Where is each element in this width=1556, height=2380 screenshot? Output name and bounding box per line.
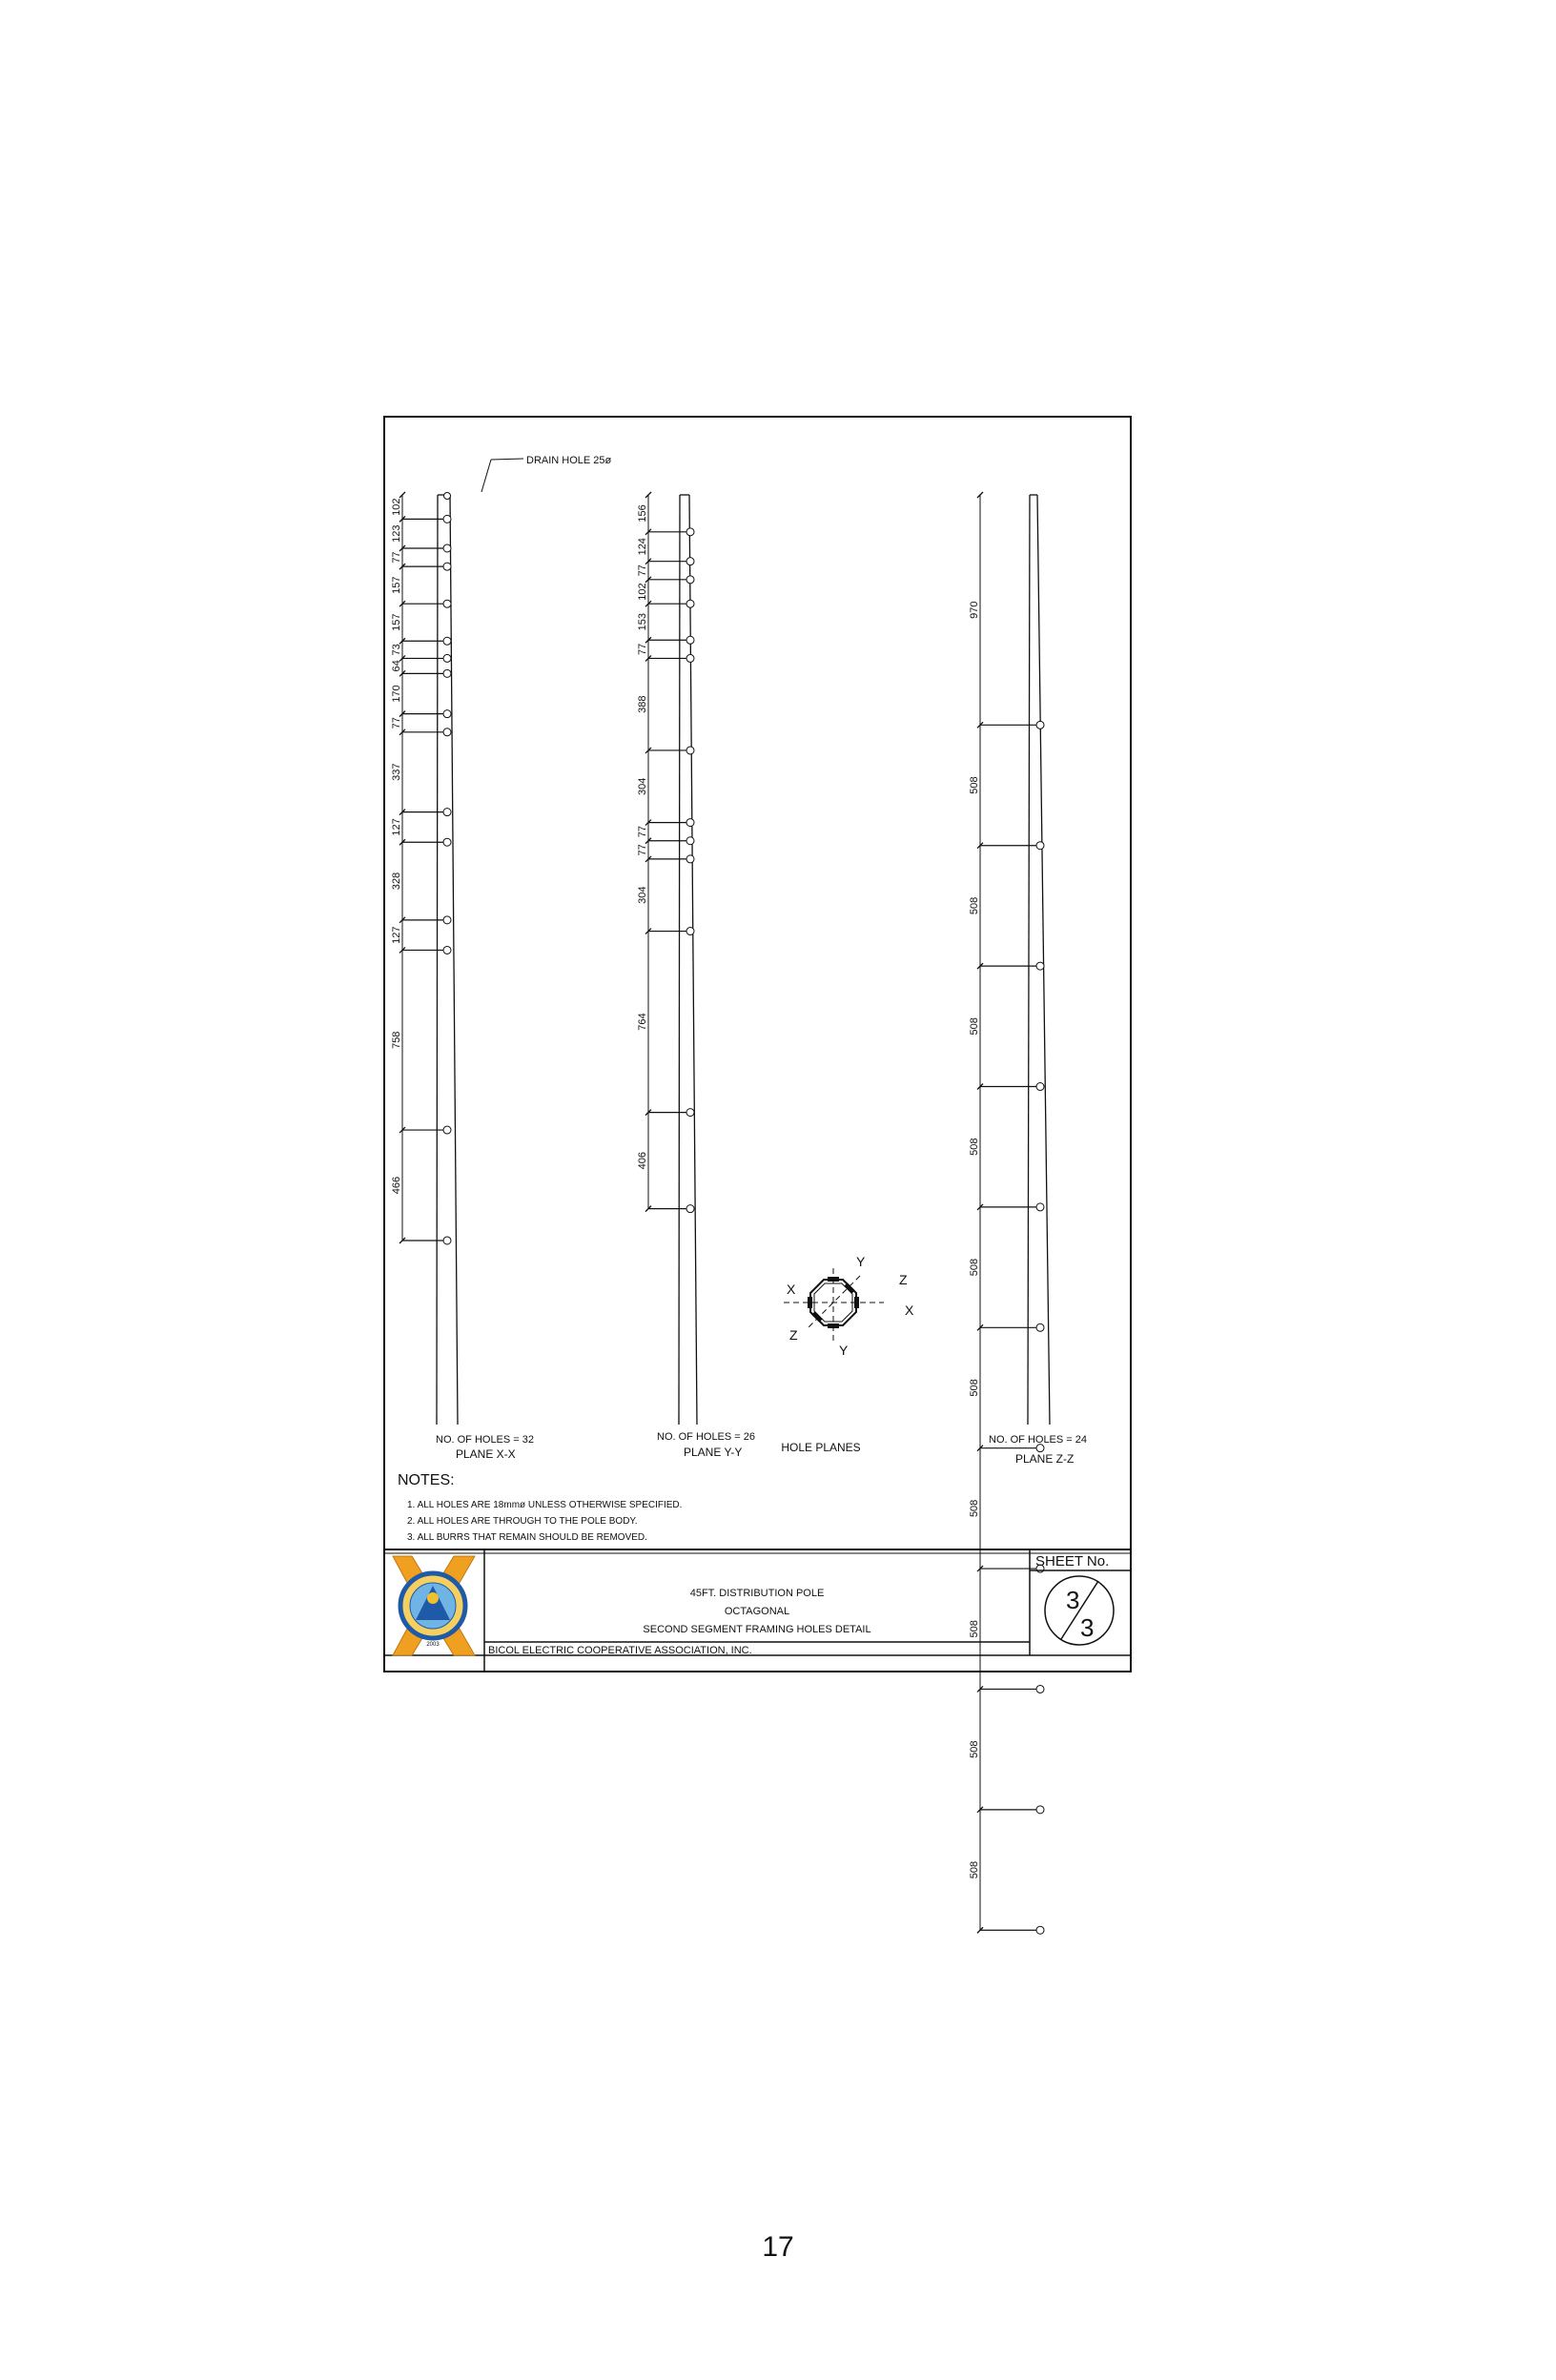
- pole-z-z-dimension-label: 508: [969, 1017, 980, 1036]
- pole-z-z-hole: [1036, 721, 1044, 728]
- pole-z-z-dimension-label: 508: [969, 776, 980, 794]
- note-2: 2. ALL HOLES ARE THROUGH TO THE POLE BODY.: [407, 1516, 638, 1527]
- pole-y-y-hole: [686, 636, 694, 644]
- pole-x-x-hole: [443, 728, 451, 736]
- pole-x-x-dimension-label: 157: [391, 576, 402, 594]
- axis-label-x-left: X: [787, 1282, 796, 1297]
- pole-y-y-hole: [686, 558, 694, 565]
- pole-z-z-dimension-label: 508: [969, 1499, 980, 1518]
- pole-z-z-outline-right: [1037, 495, 1050, 1425]
- axis-label-y-top: Y: [856, 1254, 866, 1269]
- pole-z-z-hole: [1036, 1323, 1044, 1331]
- pole-x-x-hole: [443, 1237, 451, 1244]
- pole-x-x-hole: [443, 669, 451, 677]
- pole-z-z-hole: [1036, 962, 1044, 970]
- pole-x-x-outline-left: [437, 495, 438, 1425]
- pole-y-y-dimension-label: 77: [637, 844, 648, 856]
- pole-x-x-hole: [443, 946, 451, 954]
- pole-y-y-dimension-label: 124: [637, 538, 648, 556]
- pole-z-z-dimension-label: 508: [969, 1740, 980, 1758]
- pole-x-x-hole: [443, 916, 451, 924]
- pole-y-y-dimension-label: 153: [637, 613, 648, 631]
- pole-y-y-dimension-label: 304: [637, 777, 648, 795]
- axis-label-x-right: X: [905, 1303, 914, 1318]
- pole-y-y-outline-right: [689, 495, 697, 1425]
- pole-x-x-hole: [443, 710, 451, 718]
- pole-x-x-hole: [443, 515, 451, 523]
- pole-z-z-dimension-label: 970: [969, 601, 980, 619]
- pole-x-x-hole: [443, 654, 451, 662]
- pole-y-y-hole: [686, 1205, 694, 1213]
- pole-z-z-hole: [1036, 1685, 1044, 1693]
- pole-x-x-dimension-label: 170: [391, 685, 402, 703]
- pole-y-y-hole: [686, 928, 694, 935]
- pole-x-x-dimension-label: 73: [391, 644, 402, 656]
- pole-x-x-dimension-label: 123: [391, 524, 402, 543]
- pole-z-z-hole: [1036, 1926, 1044, 1934]
- pole-x-x-hole: [443, 544, 451, 552]
- pole-x-x-hole: [443, 637, 451, 645]
- pole-x-x-dimension-label: 64: [391, 660, 402, 672]
- drawing-sheet: [383, 416, 1132, 1879]
- pole-y-y-dimension-label: 304: [637, 886, 648, 904]
- pole-x-x-hole: [443, 600, 451, 607]
- hole-planes-diagram: [781, 1254, 914, 1454]
- title-line-1: 45FT. DISTRIBUTION POLE: [689, 1588, 825, 1599]
- pole-x-x-dimension-label: 127: [391, 926, 402, 944]
- pole-y-y-hole: [686, 819, 694, 827]
- pole-x-x-dimension-label: 157: [391, 613, 402, 631]
- pole-y-y-hole: [686, 528, 694, 536]
- axis-label-z-bottom: Z: [789, 1327, 798, 1343]
- sheet-total: 3: [1080, 1613, 1095, 1642]
- pole-z-z-dimension-label: 508: [969, 1379, 980, 1397]
- sheet-border: [384, 417, 1131, 1672]
- logo-year: 2003: [426, 1642, 440, 1648]
- pole-x-x-dimension-label: 127: [391, 818, 402, 836]
- pole-x-x-hole: [443, 563, 451, 570]
- pole-x-x-hole: [443, 809, 451, 816]
- pole-z-z-hole: [1036, 1083, 1044, 1091]
- pole-z-z-outline-left: [1028, 495, 1030, 1425]
- title-line-3: SECOND SEGMENT FRAMING HOLES DETAIL: [643, 1624, 871, 1635]
- drain-hole-leader: [481, 460, 491, 492]
- title-line-2: OCTAGONAL: [724, 1606, 790, 1617]
- pole-x-x-hole: [443, 1126, 451, 1134]
- pole-y-y-dimension-label: 764: [637, 1013, 648, 1031]
- pole-z-z-dimension-label: 508: [969, 1620, 980, 1638]
- page-number: 17: [762, 2231, 794, 2263]
- notes-heading: NOTES:: [398, 1472, 455, 1488]
- title-block: [384, 1549, 1131, 1672]
- pole-x-x-dimension-label: 758: [391, 1031, 402, 1049]
- pole-x-x-dimension-label: 466: [391, 1176, 402, 1195]
- pole-z-z-hole: [1036, 1806, 1044, 1814]
- note-1: 1. ALL HOLES ARE 18mmø UNLESS OTHERWISE SPECIFIED.: [407, 1500, 683, 1510]
- drain-hole-label: DRAIN HOLE 25ø: [526, 455, 612, 466]
- pole-y-y-dimension-label: 77: [637, 643, 648, 655]
- drain-hole-leader: [491, 459, 523, 460]
- drain-hole: [444, 493, 451, 500]
- pole-y-y-hole: [686, 855, 694, 863]
- pole-x-holes-label: NO. OF HOLES = 32: [436, 1434, 535, 1446]
- company-logo: [393, 1556, 475, 1655]
- pole-y-y-dimension-label: 388: [637, 695, 648, 713]
- pole-x-x-hole: [443, 838, 451, 846]
- pole-y-plane-label: PLANE Y-Y: [684, 1446, 743, 1459]
- pole-z-z-hole: [1036, 1203, 1044, 1211]
- drawing-canvas: [383, 416, 1132, 1879]
- pole-y-y-hole: [686, 1109, 694, 1117]
- pole-y-y-hole: [686, 600, 694, 607]
- axis-label-y-bottom: Y: [839, 1343, 849, 1358]
- sheet-label: SHEET No.: [1035, 1553, 1110, 1570]
- pole-y-y-dimension-label: 77: [637, 826, 648, 838]
- pole-z-z-dimension-label: 508: [969, 1258, 980, 1277]
- pole-z-z-hole: [1036, 842, 1044, 850]
- pole-y-y-hole: [686, 654, 694, 662]
- company-name: BICOL ELECTRIC COOPERATIVE ASSOCIATION, INC.: [488, 1645, 752, 1656]
- pole-x-x-dimension-label: 77: [391, 717, 402, 729]
- hole-planes-caption: HOLE PLANES: [781, 1441, 861, 1454]
- pole-y-y-hole: [686, 576, 694, 584]
- pole-y-y-dimension-label: 77: [637, 564, 648, 577]
- pole-y-y-hole: [686, 747, 694, 754]
- pole-y-y-outline-left: [679, 495, 680, 1425]
- sheet-number: 3: [1066, 1586, 1080, 1614]
- pole-x-plane-label: PLANE X-X: [456, 1447, 516, 1461]
- pole-z-z-dimension-label: 508: [969, 896, 980, 915]
- pole-y-y-dimension-label: 102: [637, 583, 648, 601]
- pole-x-x-dimension-label: 337: [391, 763, 402, 781]
- pole-z-z-dimension-label: 508: [969, 1860, 980, 1879]
- pole-x-x-dimension-label: 77: [391, 551, 402, 564]
- note-3: 3. ALL BURRS THAT REMAIN SHOULD BE REMOVED.: [407, 1532, 647, 1543]
- pole-z-plane-label: PLANE Z-Z: [1015, 1452, 1075, 1466]
- pole-y-y-hole: [686, 837, 694, 845]
- pole-y-y-dimension-label: 406: [637, 1151, 648, 1170]
- poles-layer: [391, 492, 1050, 1934]
- pole-y-y-dimension-label: 156: [637, 504, 648, 523]
- pole-x-x-dimension-label: 328: [391, 872, 402, 891]
- pole-z-z-dimension-label: 508: [969, 1138, 980, 1156]
- pole-x-x-dimension-label: 102: [391, 498, 402, 516]
- pole-x-x-outline-right: [450, 495, 458, 1425]
- pole-z-holes-label: NO. OF HOLES = 24: [989, 1434, 1088, 1446]
- axis-label-z-top: Z: [899, 1272, 908, 1287]
- pole-y-holes-label: NO. OF HOLES = 26: [657, 1431, 756, 1443]
